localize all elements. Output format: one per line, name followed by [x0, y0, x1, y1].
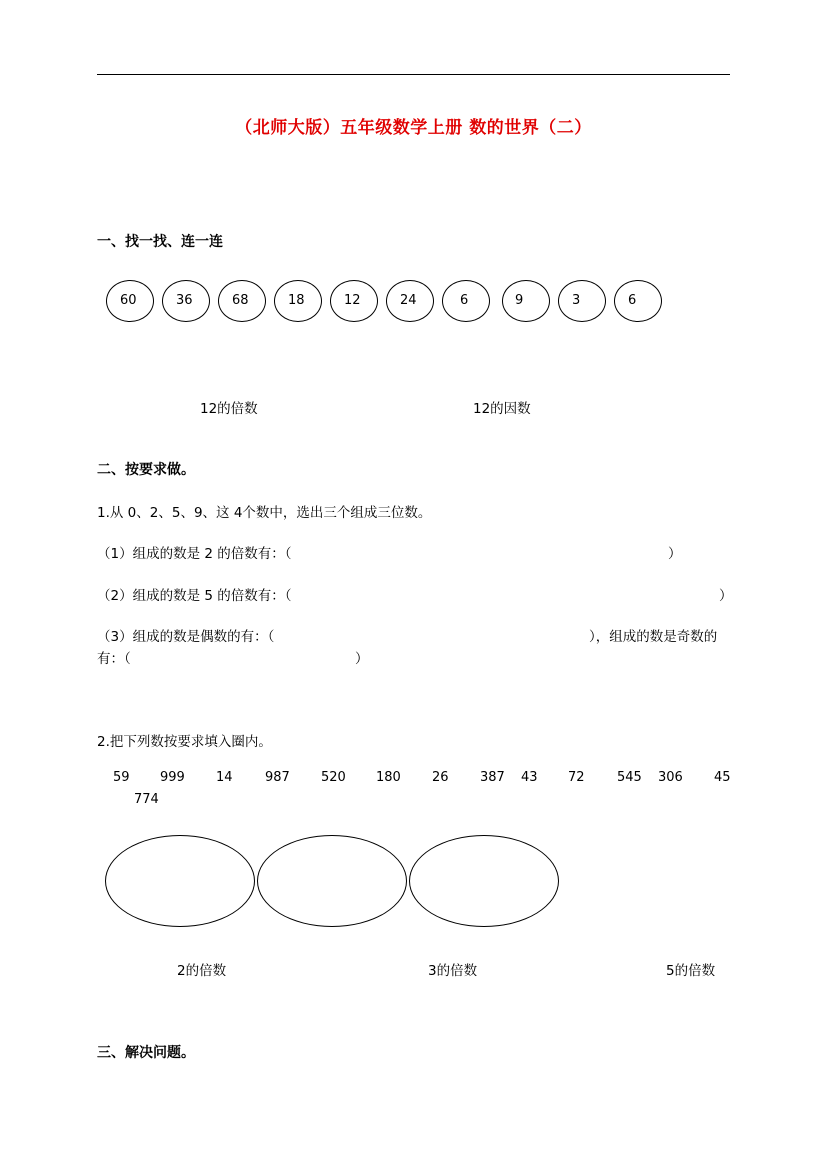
label-multiples-of-12: 12的倍数 — [200, 401, 258, 417]
q1-part3-close: ） — [355, 651, 369, 667]
number-oval — [558, 280, 606, 322]
list-number: 45 — [714, 770, 731, 785]
list-number: 774 — [134, 792, 159, 807]
list-number: 14 — [216, 770, 233, 785]
list-number: 545 — [617, 770, 642, 785]
number-oval — [218, 280, 266, 322]
q1-part1-close: ） — [668, 546, 682, 562]
oval-number: 3 — [572, 293, 581, 308]
list-number: 520 — [321, 770, 346, 785]
oval-number: 12 — [344, 293, 361, 308]
number-oval — [106, 280, 154, 322]
q1-part3: （3）组成的数是偶数的有：（ — [97, 629, 275, 645]
q1-part3-mid: ），组成的数是奇数的 — [589, 629, 718, 645]
number-oval — [274, 280, 322, 322]
oval-number: 9 — [515, 293, 524, 308]
number-oval — [502, 280, 550, 322]
list-number: 999 — [160, 770, 185, 785]
answer-circle-multiples-of-3 — [257, 835, 407, 927]
list-number: 43 — [521, 770, 538, 785]
circle-label-3: 3的倍数 — [428, 963, 478, 979]
header-rule — [97, 74, 730, 75]
number-oval — [162, 280, 210, 322]
oval-number: 68 — [232, 293, 249, 308]
number-oval — [330, 280, 378, 322]
section2-heading: 二、按要求做。 — [97, 462, 195, 478]
number-oval — [386, 280, 434, 322]
list-number: 387 — [480, 770, 505, 785]
q1-part2-close: ） — [719, 588, 733, 604]
section1-heading: 一、找一找、连一连 — [97, 234, 223, 250]
oval-number: 36 — [176, 293, 193, 308]
oval-number: 60 — [120, 293, 137, 308]
page-title: （北师大版）五年级数学上册 数的世界（二） — [235, 118, 592, 138]
oval-number: 6 — [460, 293, 469, 308]
circle-label-5: 5的倍数 — [666, 963, 716, 979]
answer-circle-multiples-of-5 — [409, 835, 559, 927]
q1-stem: 1.从 0、2、5、9、这 4个数中，选出三个组成三位数。 — [97, 505, 432, 521]
oval-number: 18 — [288, 293, 305, 308]
q1-part2: （2）组成的数是 5 的倍数有：（ — [97, 588, 292, 604]
list-number: 26 — [432, 770, 449, 785]
oval-number: 24 — [400, 293, 417, 308]
q1-part3-line2: 有：（ — [97, 651, 131, 667]
list-number: 72 — [568, 770, 585, 785]
number-oval — [614, 280, 662, 322]
list-number: 987 — [265, 770, 290, 785]
oval-number: 6 — [628, 293, 637, 308]
number-oval — [442, 280, 490, 322]
list-number: 59 — [113, 770, 130, 785]
list-number: 180 — [376, 770, 401, 785]
label-factors-of-12: 12的因数 — [473, 401, 531, 417]
q2-stem: 2.把下列数按要求填入圈内。 — [97, 734, 272, 750]
circle-label-2: 2的倍数 — [177, 963, 227, 979]
q1-part1: （1）组成的数是 2 的倍数有：（ — [97, 546, 292, 562]
section3-heading: 三、解决问题。 — [97, 1045, 195, 1061]
answer-circle-multiples-of-2 — [105, 835, 255, 927]
list-number: 306 — [658, 770, 683, 785]
